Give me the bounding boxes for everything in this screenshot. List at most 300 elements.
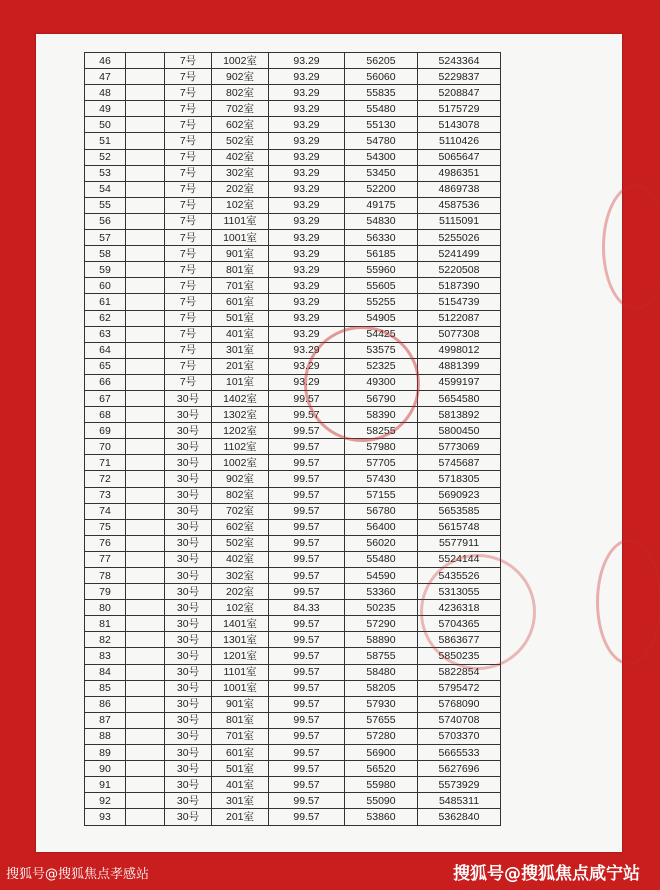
row-index: 63 bbox=[85, 326, 126, 342]
total-price: 4587536 bbox=[418, 197, 501, 213]
table-row bbox=[85, 632, 501, 648]
total-price: 5220508 bbox=[418, 262, 501, 278]
building-number: 30号 bbox=[165, 761, 212, 777]
floor-area: 99.57 bbox=[269, 745, 345, 761]
table-row bbox=[85, 53, 501, 69]
table-row bbox=[85, 278, 501, 294]
building-number: 30号 bbox=[165, 600, 212, 616]
unit-price: 58890 bbox=[345, 632, 418, 648]
unit-price: 58390 bbox=[345, 407, 418, 423]
unit-price: 54905 bbox=[345, 310, 418, 326]
row-index: 76 bbox=[85, 535, 126, 551]
row-index: 89 bbox=[85, 745, 126, 761]
building-number: 30号 bbox=[165, 535, 212, 551]
building-number: 30号 bbox=[165, 777, 212, 793]
total-price: 5800450 bbox=[418, 423, 501, 439]
room-number: 902室 bbox=[212, 69, 269, 85]
total-price: 5362840 bbox=[418, 809, 501, 825]
total-price: 5704365 bbox=[418, 616, 501, 632]
total-price: 5313055 bbox=[418, 584, 501, 600]
room-number: 1002室 bbox=[212, 455, 269, 471]
blank-cell bbox=[126, 407, 165, 423]
floor-area: 99.57 bbox=[269, 471, 345, 487]
floor-area: 99.57 bbox=[269, 793, 345, 809]
blank-cell bbox=[126, 342, 165, 358]
row-index: 53 bbox=[85, 165, 126, 181]
red-seal-stamp bbox=[602, 184, 660, 310]
blank-cell bbox=[126, 165, 165, 181]
table-row bbox=[85, 809, 501, 825]
building-number: 7号 bbox=[165, 133, 212, 149]
table-row bbox=[85, 197, 501, 213]
row-index: 68 bbox=[85, 407, 126, 423]
row-index: 79 bbox=[85, 584, 126, 600]
blank-cell bbox=[126, 85, 165, 101]
row-index: 65 bbox=[85, 358, 126, 374]
building-number: 30号 bbox=[165, 712, 212, 728]
floor-area: 93.29 bbox=[269, 165, 345, 181]
row-index: 72 bbox=[85, 471, 126, 487]
total-price: 5577911 bbox=[418, 535, 501, 551]
building-number: 30号 bbox=[165, 809, 212, 825]
unit-price: 49175 bbox=[345, 197, 418, 213]
table-row bbox=[85, 584, 501, 600]
blank-cell bbox=[126, 551, 165, 567]
room-number: 102室 bbox=[212, 197, 269, 213]
table-row bbox=[85, 407, 501, 423]
building-number: 30号 bbox=[165, 487, 212, 503]
blank-cell bbox=[126, 149, 165, 165]
room-number: 801室 bbox=[212, 262, 269, 278]
floor-area: 93.29 bbox=[269, 133, 345, 149]
blank-cell bbox=[126, 294, 165, 310]
table-row bbox=[85, 455, 501, 471]
room-number: 101室 bbox=[212, 374, 269, 390]
room-number: 401室 bbox=[212, 326, 269, 342]
floor-area: 99.57 bbox=[269, 680, 345, 696]
room-number: 302室 bbox=[212, 568, 269, 584]
row-index: 81 bbox=[85, 616, 126, 632]
building-number: 30号 bbox=[165, 728, 212, 744]
blank-cell bbox=[126, 117, 165, 133]
building-number: 7号 bbox=[165, 85, 212, 101]
room-number: 1301室 bbox=[212, 632, 269, 648]
table-row bbox=[85, 680, 501, 696]
table-row bbox=[85, 600, 501, 616]
unit-price: 57705 bbox=[345, 455, 418, 471]
floor-area: 84.33 bbox=[269, 600, 345, 616]
blank-cell bbox=[126, 600, 165, 616]
floor-area: 93.29 bbox=[269, 246, 345, 262]
building-number: 7号 bbox=[165, 246, 212, 262]
blank-cell bbox=[126, 648, 165, 664]
building-number: 30号 bbox=[165, 793, 212, 809]
total-price: 4236318 bbox=[418, 600, 501, 616]
unit-price: 58255 bbox=[345, 423, 418, 439]
floor-area: 93.29 bbox=[269, 117, 345, 133]
row-index: 80 bbox=[85, 600, 126, 616]
blank-cell bbox=[126, 69, 165, 85]
row-index: 90 bbox=[85, 761, 126, 777]
room-number: 402室 bbox=[212, 149, 269, 165]
total-price: 5143078 bbox=[418, 117, 501, 133]
blank-cell bbox=[126, 246, 165, 262]
table-row bbox=[85, 439, 501, 455]
room-number: 102室 bbox=[212, 600, 269, 616]
building-number: 30号 bbox=[165, 390, 212, 406]
total-price: 5850235 bbox=[418, 648, 501, 664]
unit-price: 58755 bbox=[345, 648, 418, 664]
room-number: 701室 bbox=[212, 278, 269, 294]
room-number: 402室 bbox=[212, 551, 269, 567]
row-index: 49 bbox=[85, 101, 126, 117]
total-price: 5154739 bbox=[418, 294, 501, 310]
unit-price: 57430 bbox=[345, 471, 418, 487]
building-number: 30号 bbox=[165, 648, 212, 664]
room-number: 701室 bbox=[212, 728, 269, 744]
floor-area: 93.29 bbox=[269, 342, 345, 358]
total-price: 5175729 bbox=[418, 101, 501, 117]
price-table bbox=[84, 52, 501, 826]
blank-cell bbox=[126, 53, 165, 69]
row-index: 82 bbox=[85, 632, 126, 648]
unit-price: 55090 bbox=[345, 793, 418, 809]
blank-cell bbox=[126, 568, 165, 584]
building-number: 7号 bbox=[165, 165, 212, 181]
unit-price: 54830 bbox=[345, 213, 418, 229]
table-row bbox=[85, 648, 501, 664]
table-row bbox=[85, 712, 501, 728]
floor-area: 93.29 bbox=[269, 230, 345, 246]
table-row bbox=[85, 390, 501, 406]
unit-price: 57930 bbox=[345, 696, 418, 712]
room-number: 1201室 bbox=[212, 648, 269, 664]
table-row bbox=[85, 85, 501, 101]
price-table-body bbox=[85, 53, 501, 826]
blank-cell bbox=[126, 133, 165, 149]
unit-price: 53575 bbox=[345, 342, 418, 358]
total-price: 5740708 bbox=[418, 712, 501, 728]
total-price: 4869738 bbox=[418, 181, 501, 197]
floor-area: 93.29 bbox=[269, 213, 345, 229]
row-index: 55 bbox=[85, 197, 126, 213]
room-number: 201室 bbox=[212, 358, 269, 374]
total-price: 5813892 bbox=[418, 407, 501, 423]
floor-area: 99.57 bbox=[269, 809, 345, 825]
floor-area: 93.29 bbox=[269, 53, 345, 69]
watermark-right: 搜狐号@搜狐焦点咸宁站 bbox=[453, 864, 640, 884]
table-row bbox=[85, 262, 501, 278]
blank-cell bbox=[126, 616, 165, 632]
document-page bbox=[36, 34, 622, 852]
building-number: 7号 bbox=[165, 197, 212, 213]
blank-cell bbox=[126, 181, 165, 197]
floor-area: 93.29 bbox=[269, 262, 345, 278]
total-price: 5690923 bbox=[418, 487, 501, 503]
room-number: 502室 bbox=[212, 133, 269, 149]
floor-area: 93.29 bbox=[269, 374, 345, 390]
unit-price: 55130 bbox=[345, 117, 418, 133]
unit-price: 50235 bbox=[345, 600, 418, 616]
total-price: 5115091 bbox=[418, 213, 501, 229]
table-row bbox=[85, 101, 501, 117]
blank-cell bbox=[126, 487, 165, 503]
blank-cell bbox=[126, 664, 165, 680]
floor-area: 99.57 bbox=[269, 728, 345, 744]
room-number: 702室 bbox=[212, 101, 269, 117]
unit-price: 55835 bbox=[345, 85, 418, 101]
blank-cell bbox=[126, 519, 165, 535]
floor-area: 99.57 bbox=[269, 584, 345, 600]
floor-area: 99.57 bbox=[269, 664, 345, 680]
room-number: 1202室 bbox=[212, 423, 269, 439]
blank-cell bbox=[126, 761, 165, 777]
table-row bbox=[85, 374, 501, 390]
floor-area: 93.29 bbox=[269, 69, 345, 85]
floor-area: 99.57 bbox=[269, 487, 345, 503]
blank-cell bbox=[126, 101, 165, 117]
table-row bbox=[85, 342, 501, 358]
total-price: 5208847 bbox=[418, 85, 501, 101]
blank-cell bbox=[126, 358, 165, 374]
row-index: 51 bbox=[85, 133, 126, 149]
unit-price: 54780 bbox=[345, 133, 418, 149]
floor-area: 99.57 bbox=[269, 761, 345, 777]
total-price: 5615748 bbox=[418, 519, 501, 535]
row-index: 47 bbox=[85, 69, 126, 85]
floor-area: 99.57 bbox=[269, 712, 345, 728]
blank-cell bbox=[126, 262, 165, 278]
floor-area: 99.57 bbox=[269, 696, 345, 712]
unit-price: 55960 bbox=[345, 262, 418, 278]
blank-cell bbox=[126, 712, 165, 728]
unit-price: 55480 bbox=[345, 551, 418, 567]
blank-cell bbox=[126, 326, 165, 342]
building-number: 30号 bbox=[165, 568, 212, 584]
row-index: 83 bbox=[85, 648, 126, 664]
unit-price: 56330 bbox=[345, 230, 418, 246]
room-number: 1101室 bbox=[212, 664, 269, 680]
table-row bbox=[85, 149, 501, 165]
total-price: 5718305 bbox=[418, 471, 501, 487]
table-row bbox=[85, 326, 501, 342]
unit-price: 56400 bbox=[345, 519, 418, 535]
building-number: 30号 bbox=[165, 745, 212, 761]
total-price: 5122087 bbox=[418, 310, 501, 326]
unit-price: 56520 bbox=[345, 761, 418, 777]
row-index: 88 bbox=[85, 728, 126, 744]
room-number: 502室 bbox=[212, 535, 269, 551]
building-number: 7号 bbox=[165, 181, 212, 197]
floor-area: 99.57 bbox=[269, 390, 345, 406]
watermark-left: 搜狐号@搜狐焦点孝感站 bbox=[6, 867, 150, 882]
floor-area: 99.57 bbox=[269, 503, 345, 519]
blank-cell bbox=[126, 374, 165, 390]
table-row bbox=[85, 310, 501, 326]
total-price: 5187390 bbox=[418, 278, 501, 294]
unit-price: 52200 bbox=[345, 181, 418, 197]
unit-price: 55255 bbox=[345, 294, 418, 310]
table-row bbox=[85, 246, 501, 262]
building-number: 30号 bbox=[165, 551, 212, 567]
building-number: 30号 bbox=[165, 407, 212, 423]
building-number: 7号 bbox=[165, 310, 212, 326]
room-number: 902室 bbox=[212, 471, 269, 487]
row-index: 75 bbox=[85, 519, 126, 535]
room-number: 601室 bbox=[212, 745, 269, 761]
blank-cell bbox=[126, 390, 165, 406]
building-number: 7号 bbox=[165, 278, 212, 294]
floor-area: 99.57 bbox=[269, 648, 345, 664]
building-number: 30号 bbox=[165, 503, 212, 519]
total-price: 5065647 bbox=[418, 149, 501, 165]
floor-area: 99.57 bbox=[269, 455, 345, 471]
unit-price: 56060 bbox=[345, 69, 418, 85]
blank-cell bbox=[126, 728, 165, 744]
blank-cell bbox=[126, 809, 165, 825]
room-number: 201室 bbox=[212, 809, 269, 825]
row-index: 74 bbox=[85, 503, 126, 519]
table-row bbox=[85, 535, 501, 551]
building-number: 7号 bbox=[165, 117, 212, 133]
table-row bbox=[85, 133, 501, 149]
total-price: 5229837 bbox=[418, 69, 501, 85]
room-number: 401室 bbox=[212, 777, 269, 793]
building-number: 7号 bbox=[165, 374, 212, 390]
floor-area: 99.57 bbox=[269, 439, 345, 455]
row-index: 93 bbox=[85, 809, 126, 825]
row-index: 69 bbox=[85, 423, 126, 439]
blank-cell bbox=[126, 439, 165, 455]
unit-price: 53360 bbox=[345, 584, 418, 600]
blank-cell bbox=[126, 535, 165, 551]
unit-price: 58205 bbox=[345, 680, 418, 696]
table-row bbox=[85, 745, 501, 761]
total-price: 5665533 bbox=[418, 745, 501, 761]
unit-price: 56900 bbox=[345, 745, 418, 761]
row-index: 73 bbox=[85, 487, 126, 503]
row-index: 91 bbox=[85, 777, 126, 793]
blank-cell bbox=[126, 793, 165, 809]
table-row bbox=[85, 793, 501, 809]
building-number: 7号 bbox=[165, 326, 212, 342]
total-price: 5745687 bbox=[418, 455, 501, 471]
total-price: 5654580 bbox=[418, 390, 501, 406]
unit-price: 54300 bbox=[345, 149, 418, 165]
room-number: 802室 bbox=[212, 85, 269, 101]
unit-price: 52325 bbox=[345, 358, 418, 374]
room-number: 301室 bbox=[212, 342, 269, 358]
row-index: 78 bbox=[85, 568, 126, 584]
room-number: 202室 bbox=[212, 181, 269, 197]
table-row bbox=[85, 471, 501, 487]
blank-cell bbox=[126, 310, 165, 326]
blank-cell bbox=[126, 278, 165, 294]
row-index: 71 bbox=[85, 455, 126, 471]
total-price: 5822854 bbox=[418, 664, 501, 680]
table-row bbox=[85, 503, 501, 519]
row-index: 58 bbox=[85, 246, 126, 262]
total-price: 5795472 bbox=[418, 680, 501, 696]
building-number: 30号 bbox=[165, 616, 212, 632]
room-number: 1402室 bbox=[212, 390, 269, 406]
room-number: 802室 bbox=[212, 487, 269, 503]
unit-price: 57155 bbox=[345, 487, 418, 503]
table-row bbox=[85, 728, 501, 744]
room-number: 501室 bbox=[212, 310, 269, 326]
floor-area: 99.57 bbox=[269, 616, 345, 632]
total-price: 5110426 bbox=[418, 133, 501, 149]
floor-area: 93.29 bbox=[269, 197, 345, 213]
building-number: 30号 bbox=[165, 439, 212, 455]
unit-price: 49300 bbox=[345, 374, 418, 390]
red-seal-stamp bbox=[596, 539, 660, 665]
blank-cell bbox=[126, 745, 165, 761]
total-price: 5255026 bbox=[418, 230, 501, 246]
row-index: 86 bbox=[85, 696, 126, 712]
blank-cell bbox=[126, 632, 165, 648]
building-number: 7号 bbox=[165, 149, 212, 165]
unit-price: 58480 bbox=[345, 664, 418, 680]
building-number: 30号 bbox=[165, 584, 212, 600]
building-number: 30号 bbox=[165, 632, 212, 648]
room-number: 602室 bbox=[212, 117, 269, 133]
table-row bbox=[85, 777, 501, 793]
unit-price: 56185 bbox=[345, 246, 418, 262]
row-index: 64 bbox=[85, 342, 126, 358]
unit-price: 56020 bbox=[345, 535, 418, 551]
blank-cell bbox=[126, 777, 165, 793]
table-row bbox=[85, 213, 501, 229]
building-number: 30号 bbox=[165, 680, 212, 696]
floor-area: 99.57 bbox=[269, 535, 345, 551]
total-price: 5773069 bbox=[418, 439, 501, 455]
building-number: 7号 bbox=[165, 358, 212, 374]
floor-area: 93.29 bbox=[269, 294, 345, 310]
total-price: 5243364 bbox=[418, 53, 501, 69]
table-row bbox=[85, 519, 501, 535]
row-index: 70 bbox=[85, 439, 126, 455]
table-row bbox=[85, 230, 501, 246]
total-price: 5627696 bbox=[418, 761, 501, 777]
table-row bbox=[85, 568, 501, 584]
building-number: 7号 bbox=[165, 213, 212, 229]
floor-area: 93.29 bbox=[269, 85, 345, 101]
blank-cell bbox=[126, 423, 165, 439]
unit-price: 55605 bbox=[345, 278, 418, 294]
row-index: 67 bbox=[85, 390, 126, 406]
total-price: 5653585 bbox=[418, 503, 501, 519]
row-index: 87 bbox=[85, 712, 126, 728]
unit-price: 54425 bbox=[345, 326, 418, 342]
row-index: 57 bbox=[85, 230, 126, 246]
table-row bbox=[85, 664, 501, 680]
total-price: 4986351 bbox=[418, 165, 501, 181]
total-price: 5703370 bbox=[418, 728, 501, 744]
row-index: 61 bbox=[85, 294, 126, 310]
room-number: 801室 bbox=[212, 712, 269, 728]
row-index: 60 bbox=[85, 278, 126, 294]
floor-area: 93.29 bbox=[269, 358, 345, 374]
row-index: 62 bbox=[85, 310, 126, 326]
table-row bbox=[85, 616, 501, 632]
building-number: 7号 bbox=[165, 230, 212, 246]
unit-price: 56780 bbox=[345, 503, 418, 519]
blank-cell bbox=[126, 197, 165, 213]
building-number: 7号 bbox=[165, 262, 212, 278]
room-number: 1001室 bbox=[212, 680, 269, 696]
room-number: 901室 bbox=[212, 696, 269, 712]
